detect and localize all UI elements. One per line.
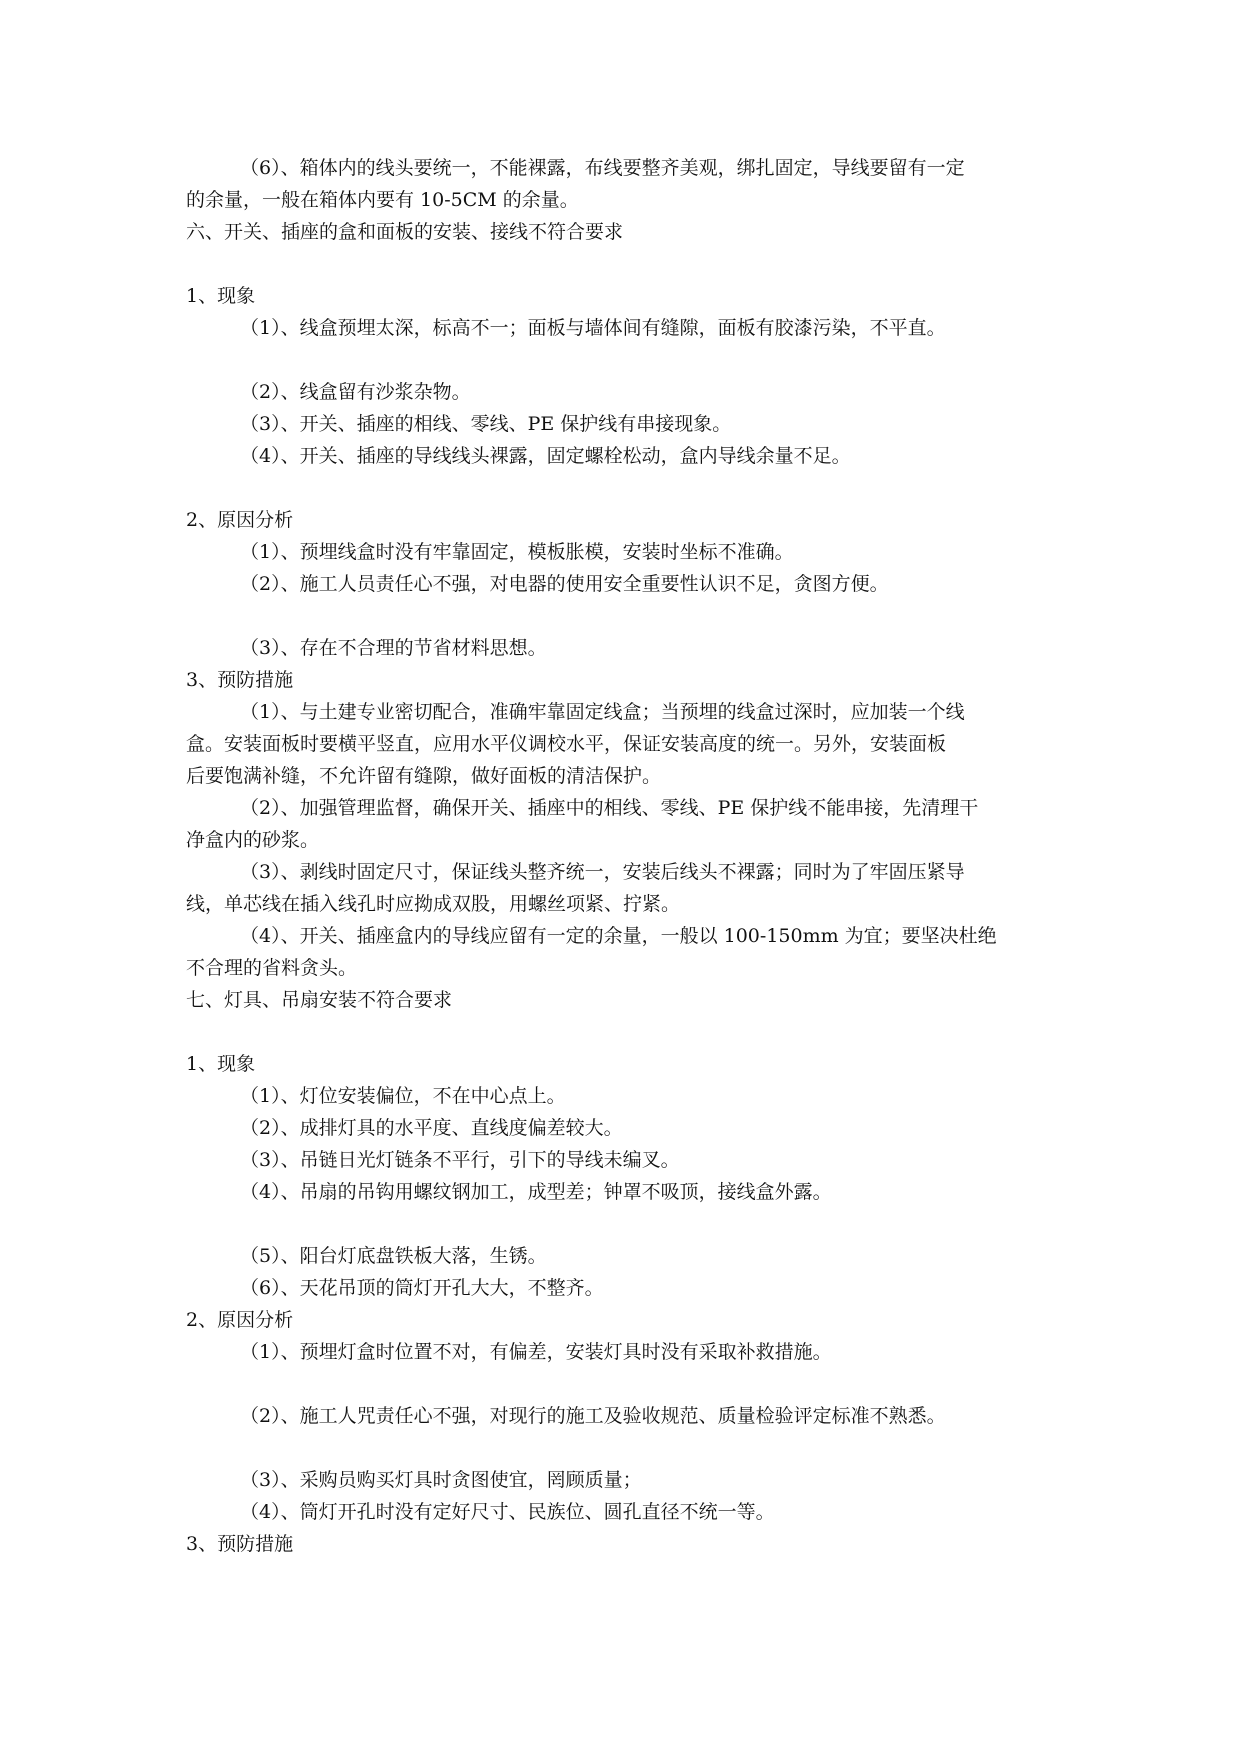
text-line: （4）、开关、插座的导线线头裸露，固定螺栓松动，盒内导线余量不足。	[240, 445, 851, 467]
section-heading: 六、开关、插座的盒和面板的安装、接线不符合要求	[186, 221, 624, 243]
document-body	[186, 152, 1062, 1560]
text-line: （2）、施工人咒责任心不强，对现行的施工及验收规范、质量检验评定标准不熟悉。	[240, 1405, 946, 1427]
text-line: （3）、剥线时固定尺寸，保证线头整齐统一，安装后线头不裸露；同时为了牢固压紧导	[240, 861, 965, 883]
subsection-heading: 2、原因分析	[186, 1309, 294, 1331]
text-line: （3）、存在不合理的节省材料思想。	[240, 637, 547, 659]
blank-line	[186, 1368, 1062, 1400]
text-line: （1）、线盒预埋太深，标高不一；面板与墙体间有缝隙，面板有胶漆污染，不平直。	[240, 317, 946, 339]
text-line: （1）、预埋灯盒时位置不对，有偏差，安装灯具时没有采取补救措施。	[240, 1341, 832, 1363]
text-line: 不合理的省料贪头。	[186, 957, 358, 979]
text-line: （3）、采购员购买灯具时贪图使宜，罔顾质量；	[240, 1469, 642, 1491]
blank-line	[186, 344, 1062, 376]
blank-line	[186, 1016, 1062, 1048]
blank-line	[186, 1208, 1062, 1240]
text-line: 线，单芯线在插入线孔时应拗成双股，用螺丝项紧、拧紧。	[186, 893, 681, 915]
subsection-heading: 3、预防措施	[186, 1533, 294, 1555]
section-heading: 七、灯具、吊扇安装不符合要求	[186, 989, 453, 1011]
text-line: （1）、灯位安装偏位，不在中心点上。	[240, 1085, 566, 1107]
text-line: （6）、天花吊顶的筒灯开孔大大，不整齐。	[240, 1277, 604, 1299]
text-line: （3）、吊链日光灯链条不平行，引下的导线未编叉。	[240, 1149, 680, 1171]
text-line: （6）、箱体内的线头要统一，不能裸露，布线要整齐美观，绑扎固定，导线要留有一定	[240, 157, 965, 179]
text-line: （4）、开关、插座盒内的导线应留有一定的余量，一般以 100-150mm 为宜；要坚决杜绝	[240, 925, 997, 947]
blank-line	[186, 1432, 1062, 1464]
subsection-heading: 1、现象	[186, 285, 256, 307]
text-line: 后要饱满补缝，不允许留有缝隙，做好面板的清洁保护。	[186, 765, 662, 787]
text-line: 盒。安装面板时要横平竖直，应用水平仪调校水平，保证安装高度的统一。另外，安装面板	[186, 733, 947, 755]
text-line: （1）、与土建专业密切配合，准确牢靠固定线盒；当预埋的线盒过深时，应加装一个线	[240, 701, 965, 723]
text-line: （2）、加强管理监督，确保开关、插座中的相线、零线、PE 保护线不能串接，先清理干	[240, 797, 979, 819]
text-line: （3）、开关、插座的相线、零线、PE 保护线有串接现象。	[240, 413, 732, 435]
text-line: （1）、预埋线盒时没有牢靠固定，模板胀模，安装时坐标不准确。	[240, 541, 794, 563]
text-line: （2）、施工人员责任心不强，对电器的使用安全重要性认识不足，贪图方便。	[240, 573, 889, 595]
subsection-heading: 2、原因分析	[186, 509, 294, 531]
text-line: （2）、成排灯具的水平度、直线度偏差较大。	[240, 1117, 623, 1139]
text-line: （4）、筒灯开孔时没有定好尺寸、民族位、圆孔直径不统一等。	[240, 1501, 775, 1523]
text-line: 净盒内的砂浆。	[186, 829, 320, 851]
subsection-heading: 1、现象	[186, 1053, 256, 1075]
blank-line	[186, 248, 1062, 280]
text-line: （4）、吊扇的吊钩用螺纹钢加工，成型差；钟罩不吸顶，接线盒外露。	[240, 1181, 832, 1203]
text-line: （2）、线盒留有沙浆杂物。	[240, 381, 471, 403]
subsection-heading: 3、预防措施	[186, 669, 294, 691]
text-line: （5）、阳台灯底盘铁板大落，生锈。	[240, 1245, 547, 1267]
blank-line	[186, 600, 1062, 632]
text-line: 的余量，一般在箱体内要有 10-5CM 的余量。	[186, 189, 579, 211]
blank-line	[186, 472, 1062, 504]
